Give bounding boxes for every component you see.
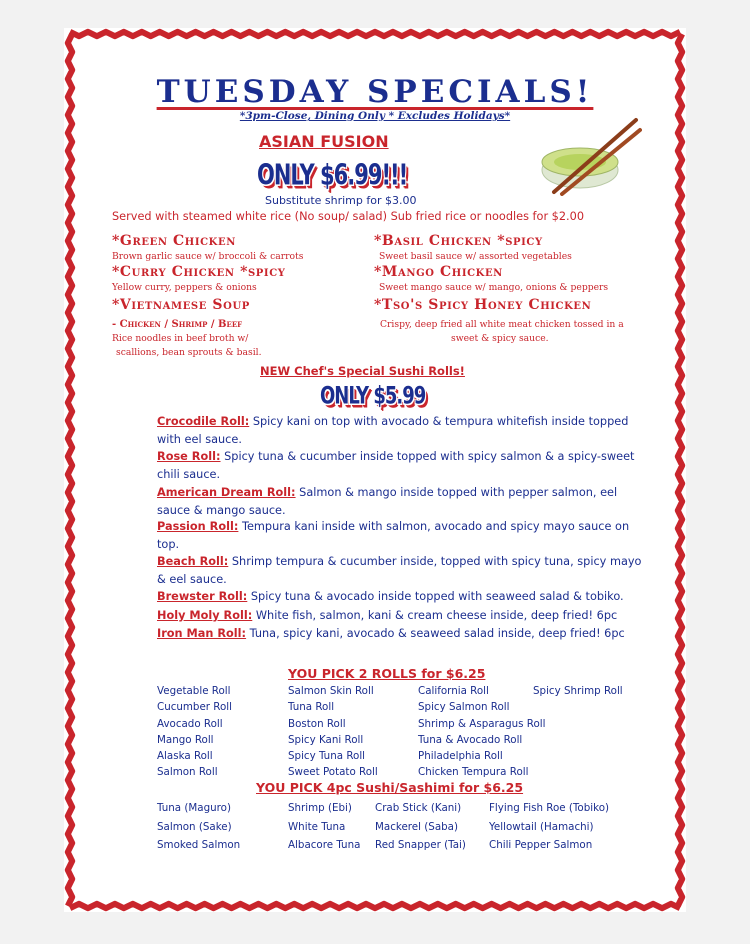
pick2-col4 (533, 683, 623, 699)
list-item: Sweet Potato Roll (288, 766, 378, 779)
list-item: Spicy Shrimp Roll (533, 685, 623, 697)
menu-sheet (64, 28, 686, 912)
list-item: Philadelphia Roll (418, 750, 503, 763)
list-item: Albacore Tuna (288, 839, 361, 852)
list-item: Spicy Kani Roll (288, 733, 364, 746)
list-item: Chicken Tempura Roll (418, 766, 529, 779)
roll-desc: Shrimp tempura & cucumber inside, topped with spicy tuna, spicy mayo & eel sauce. (157, 555, 642, 586)
pick4-col4 (489, 799, 609, 855)
dish-desc: Crispy, deep fried all white meat chicken tossed in a (380, 319, 624, 330)
roll-name: Brewster Roll: (157, 590, 248, 603)
roll-name: Holy Moly Roll: (157, 609, 253, 622)
served-with-note: Served with steamed white rice (No soup/ salad) Sub fried rice or noodles for $2.00 (112, 210, 585, 223)
dish-name: *Tso's Spicy Honey Chicken (374, 297, 592, 313)
list-item: Tuna (Maguro) (157, 802, 231, 814)
list-item: Vegetable Roll (157, 685, 231, 697)
dish-name: *Green Chicken (112, 233, 236, 249)
roll-item (157, 625, 647, 643)
sushi-price: ONLY $5.99 (320, 382, 426, 411)
list-item: Avocado Roll (157, 717, 223, 730)
asian-fusion-price: ONLY $6.99!!! (257, 159, 408, 192)
pick2-heading: YOU PICK 2 ROLLS for $6.25 (288, 666, 486, 681)
roll-desc: Spicy kani on top with avocado & tempura whitefish inside topped with eel sauce. (157, 415, 629, 446)
list-item: Cucumber Roll (157, 701, 233, 714)
roll-name: Passion Roll: (157, 520, 239, 533)
roll-item (157, 588, 647, 606)
roll-item (157, 518, 647, 554)
dish-name: *Curry Chicken *spicy (112, 264, 286, 280)
dish-desc: scallions, bean sprouts & basil. (116, 347, 262, 358)
dish-desc: Yellow curry, peppers & onions (112, 282, 257, 293)
list-item: Mackerel (Saba) (375, 820, 458, 833)
list-item: Flying Fish Roe (Tobiko) (489, 802, 610, 814)
dish-name: *Basil Chicken *spicy (374, 233, 543, 249)
roll-name: Rose Roll: (157, 450, 221, 463)
list-item: Chili Pepper Salmon (489, 839, 593, 852)
list-item: White Tuna (288, 820, 346, 833)
list-item: Shrimp & Asparagus Roll (418, 717, 546, 730)
border-edge (70, 904, 680, 908)
roll-name: Beach Roll: (157, 555, 229, 568)
list-item: Salmon Skin Roll (288, 685, 374, 697)
dish-name: *Mango Chicken (374, 264, 503, 280)
page-subtitle: *3pm-Close, Dining Only * Excludes Holidays* (239, 110, 511, 122)
pick4-col2 (288, 799, 360, 855)
pick2-col2 (288, 683, 378, 781)
roll-name: Iron Man Roll: (157, 627, 247, 640)
pick2-col3 (418, 683, 546, 781)
roll-name: Crocodile Roll: (157, 415, 250, 428)
roll-desc: Spicy tuna & cucumber inside topped with spicy salmon & a spicy-sweet chili sauce. (157, 450, 635, 481)
list-item: Yellowtail (Hamachi) (489, 820, 594, 833)
border-edge (678, 34, 682, 906)
list-item: Salmon (Sake) (157, 820, 232, 833)
list-item: Smoked Salmon (157, 839, 241, 852)
dish-name: *Vietnamese Soup (112, 297, 250, 313)
list-item: Salmon Roll (157, 766, 218, 779)
list-item: Tuna Roll (288, 701, 335, 714)
dish-desc: Sweet mango sauce w/ mango, onions & peppers (379, 282, 609, 293)
list-item: Tuna & Avocado Roll (418, 733, 523, 746)
roll-item (157, 553, 647, 589)
list-item: Spicy Tuna Roll (288, 750, 366, 763)
page-title: TUESDAY SPECIALS! (156, 74, 594, 110)
list-item: California Roll (418, 685, 489, 697)
roll-item (157, 607, 647, 625)
list-item: Crab Stick (Kani) (375, 802, 462, 814)
border-edge (68, 34, 72, 906)
roll-item (157, 484, 647, 520)
list-item: Spicy Salmon Roll (418, 701, 510, 714)
list-item: Red Snapper (Tai) (375, 839, 466, 852)
roll-desc: Tempura kani inside with salmon, avocado and spicy mayo sauce on top. (157, 520, 630, 551)
pick2-col1 (157, 683, 232, 781)
list-item: Shrimp (Ebi) (288, 802, 352, 814)
roll-name: American Dream Roll: (157, 486, 296, 499)
substitute-shrimp-note: Substitute shrimp for $3.00 (265, 194, 417, 207)
roll-desc: White fish, salmon, kani & cream cheese inside, deep fried! 6pc (252, 609, 618, 622)
sushi-heading: NEW Chef's Special Sushi Rolls! (260, 364, 465, 378)
dish-desc: Rice noodles in beef broth w/ (112, 333, 249, 344)
pick4-heading: YOU PICK 4pc Sushi/Sashimi for $6.25 (256, 780, 524, 795)
dish-desc: Brown garlic sauce w/ broccoli & carrots (112, 251, 304, 262)
roll-item (157, 413, 647, 449)
dish-desc: Sweet basil sauce w/ assorted vegetables (379, 251, 572, 262)
dish-desc: sweet & spicy sauce. (451, 333, 549, 344)
border-edge (70, 32, 680, 36)
roll-desc: Salmon & mango inside topped with pepper salmon, eel sauce & mango sauce. (157, 486, 618, 517)
bowl-chopsticks-icon (532, 116, 642, 196)
roll-desc: Spicy tuna & avocado inside topped with seaweed salad & tobiko. (247, 590, 624, 603)
roll-desc: Tuna, spicy kani, avocado & seaweed salad inside, deep fried! 6pc (246, 627, 625, 640)
asian-fusion-heading: ASIAN FUSION (259, 132, 389, 151)
pick4-col1 (157, 799, 240, 855)
list-item: Boston Roll (288, 717, 346, 730)
pick4-col3 (375, 799, 466, 855)
list-item: Alaska Roll (157, 750, 213, 763)
dish-subtitle: - Chicken / Shrimp / Beef (112, 319, 243, 330)
list-item: Mango Roll (157, 733, 214, 746)
roll-item (157, 448, 647, 484)
